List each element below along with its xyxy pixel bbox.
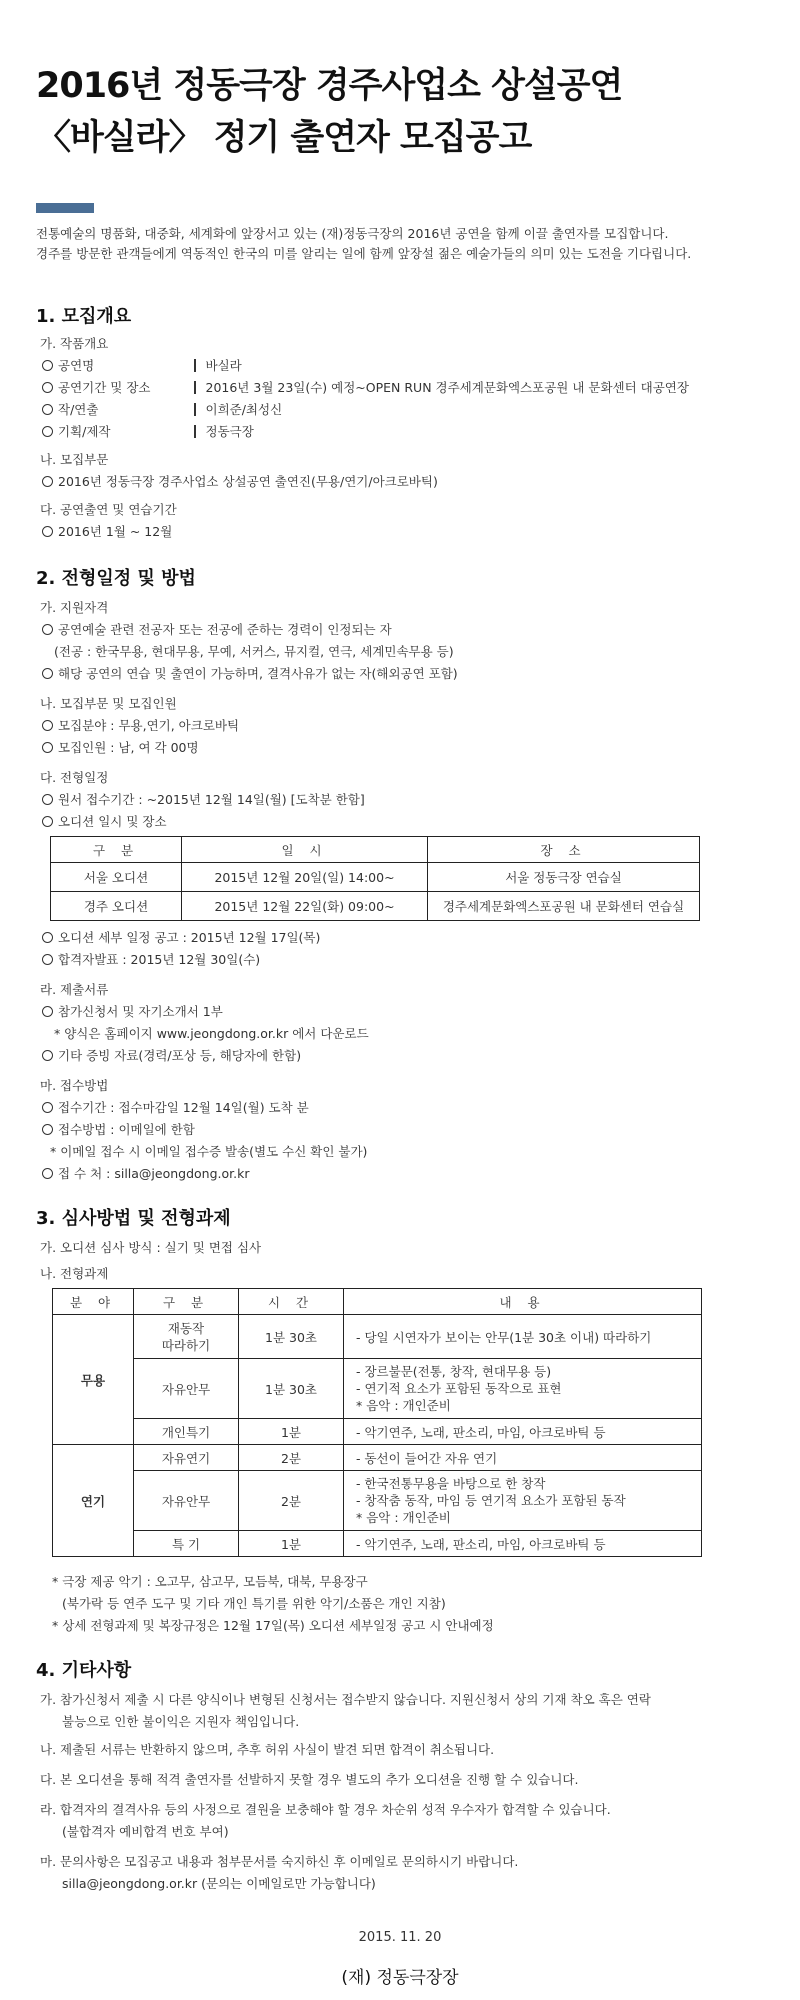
content-cell: - 악기연주, 노래, 판소리, 마임, 아크로바틱 등 [344,1419,702,1445]
table-row [53,1531,702,1557]
type-cell: 자유안무 [134,1359,239,1419]
s2-a-item-1: 공연예술 관련 전공자 또는 전공에 준하는 경력이 인정되는 자 [42,620,392,638]
s4-item-5-cont: silla@jeongdong.or.kr (문의는 이메일로만 가능합니다) [62,1876,376,1891]
table-row [51,863,700,892]
s3-note-1-sub: (북가락 등 연주 도구 및 기타 개인 특기를 위한 악기/소품은 개인 지참) [62,1596,446,1611]
table-header-cell: 시 간 [239,1289,344,1315]
table-row [53,1445,702,1471]
circle-bullet-icon [42,1102,53,1113]
separator-bar [194,425,196,438]
section-4-heading: 4. 기타사항 [36,1660,132,1681]
section-1-heading: 1. 모집개요 [36,306,132,327]
title-line-2: 〈바실라〉 정기 출연자 모집공고 [36,118,532,158]
type-cell: 자유안무 [134,1471,239,1531]
s2-c-item-4: 합격자발표 : 2015년 12월 30일(수) [42,950,260,968]
s2-b-item-2: 모집인원 : 남, 여 각 00명 [42,738,199,756]
time-cell: 1분 30초 [239,1315,344,1359]
section-3-heading: 3. 심사방법 및 전형과제 [36,1208,231,1229]
screening-task-table [52,1288,702,1557]
s3-a-label: 가. 오디션 심사 방식 : 실기 및 면접 심사 [40,1240,262,1255]
content-cell: - 당일 시연자가 보이는 안무(1분 30초 이내) 따라하기 [344,1315,702,1359]
s2-b-item-1: 모집분야 : 무용,연기, 아크로바틱 [42,716,239,734]
table-row [53,1359,702,1419]
field-cell-dance: 무용 [53,1315,134,1445]
circle-bullet-icon [42,794,53,805]
s2-e-item-3: 접 수 처 : silla@jeongdong.or.kr [42,1164,250,1182]
s4-item-5: 마. 문의사항은 모집공고 내용과 첨부문서를 숙지하신 후 이메일로 문의하시기 바랍니다. [40,1854,519,1869]
table-header-cell: 구 분 [51,837,182,863]
circle-bullet-icon [42,382,53,393]
table-cell: 서울 오디션 [51,863,182,892]
content-cell: - 한국전통무용을 바탕으로 한 창작 - 창작춤 동작, 마임 등 연기적 요소가 포함된 동작 * 음악 : 개인준비 [344,1471,702,1531]
s1-a-label: 가. 작품개요 [40,336,109,351]
overview-row-producer: 기획/제작 정동극장 [42,422,254,440]
circle-bullet-icon [42,932,53,943]
audition-schedule-table [50,836,700,921]
content-cell: - 악기연주, 노래, 판소리, 마임, 아크로바틱 등 [344,1531,702,1557]
time-cell: 2분 [239,1445,344,1471]
table-row [53,1419,702,1445]
content-cell: - 장르불문(전통, 창작, 현대무용 등) - 연기적 요소가 포함된 동작으로 표현 * 음악 : 개인준비 [344,1359,702,1419]
table-header-cell: 일 시 [182,837,428,863]
s4-item-4: 라. 합격자의 결격사유 등의 사정으로 결원을 보충해야 할 경우 차순위 성적 우수자가 합격할 수 있습니다. [40,1802,611,1817]
s4-item-1: 가. 참가신청서 제출 시 다른 양식이나 변형된 신청서는 접수받지 않습니다. 지원신청서 상의 기재 착오 혹은 연락 [40,1692,651,1707]
intro-line-2: 경주를 방문한 관객들에게 역동적인 한국의 미를 알리는 일에 함께 앞장설 젊은 예술가들의 의미 있는 도전을 기다립니다. [36,246,692,261]
s2-d-label: 라. 제출서류 [40,982,109,997]
section-2-heading: 2. 전형일정 및 방법 [36,568,196,589]
s2-a-item-2: 해당 공연의 연습 및 출연이 가능하며, 결격사유가 없는 자(해외공연 포함) [42,664,458,682]
s4-item-4-cont: (불합격자 예비합격 번호 부여) [62,1824,229,1839]
table-cell: 경주세계문화엑스포공원 내 문화센터 연습실 [428,892,700,921]
circle-bullet-icon [42,404,53,415]
table-header-cell: 장 소 [428,837,700,863]
s3-note-2: * 상세 전형과제 및 복장규정은 12월 17일(목) 오디션 세부일정 공고 시 안내예정 [52,1618,494,1633]
s1-b-label: 나. 모집부문 [40,452,109,467]
circle-bullet-icon [42,720,53,731]
s3-b-label: 나. 전형과제 [40,1266,109,1281]
type-cell: 개인특기 [134,1419,239,1445]
s1-b-item: 2016년 정동극장 경주사업소 상설공연 출연진(무용/연기/아크로바틱) [42,472,438,490]
table-header-cell: 분 야 [53,1289,134,1315]
intro-line-1: 전통예술의 명품화, 대중화, 세계화에 앞장서고 있는 (재)정동극장의 2016년 공연을 함께 이끌 출연자를 모집합니다. [36,226,669,241]
table-header-row [53,1289,702,1315]
separator-bar [194,359,196,372]
table-row [53,1471,702,1531]
s2-c-label: 다. 전형일정 [40,770,109,785]
separator-bar [194,403,196,416]
s2-a-label: 가. 지원자격 [40,600,109,615]
table-cell: 경주 오디션 [51,892,182,921]
s2-e-label: 마. 접수방법 [40,1078,109,1093]
s4-item-1-cont: 불능으로 인한 불이익은 지원자 책임입니다. [62,1714,300,1729]
type-cell: 자유연기 [134,1445,239,1471]
table-cell: 2015년 12월 20일(일) 14:00~ [182,863,428,892]
s4-item-3: 다. 본 오디션을 통해 적격 출연자를 선발하지 못할 경우 별도의 추가 오디션을 진행 할 수 있습니다. [40,1772,579,1787]
table-header-cell: 내 용 [344,1289,702,1315]
table-header-row [51,837,700,863]
page-title [36,60,622,164]
s2-c-item-3: 오디션 세부 일정 공고 : 2015년 12월 17일(목) [42,928,320,946]
overview-row-title: 공연명 바실라 [42,356,242,374]
accent-bar [36,203,94,213]
overview-row-director: 작/연출 이희준/최성신 [42,400,282,418]
s2-d-item-2: 기타 증빙 자료(경력/포상 등, 해당자에 한함) [42,1046,301,1064]
circle-bullet-icon [42,476,53,487]
circle-bullet-icon [42,954,53,965]
circle-bullet-icon [42,1124,53,1135]
s2-c-item-2: 오디션 일시 및 장소 [42,812,167,830]
s2-c-item-1: 원서 접수기간 : ~2015년 12월 14일(월) [도착분 한함] [42,790,365,808]
table-cell: 서울 정동극장 연습실 [428,863,700,892]
s4-item-2: 나. 제출된 서류는 반환하지 않으며, 추후 허위 사실이 발견 되면 합격이 취소됩니다. [40,1742,495,1757]
circle-bullet-icon [42,624,53,635]
circle-bullet-icon [42,526,53,537]
field-cell-acting: 연기 [53,1445,134,1557]
circle-bullet-icon [42,668,53,679]
table-header-cell: 구 분 [134,1289,239,1315]
circle-bullet-icon [42,742,53,753]
s2-e-item-1: 접수기간 : 접수마감일 12월 14일(월) 도착 분 [42,1098,309,1116]
time-cell: 1분 [239,1419,344,1445]
footer-date: 2015. 11. 20 [358,1930,442,1945]
separator-bar [194,381,196,394]
s1-c-item: 2016년 1월 ~ 12월 [42,522,172,540]
time-cell: 2분 [239,1471,344,1531]
table-row [51,892,700,921]
time-cell: 1분 [239,1531,344,1557]
s2-d-item-1-note: * 양식은 홈페이지 www.jeongdong.or.kr 에서 다운로드 [54,1026,369,1041]
type-cell: 재동작 따라하기 [134,1315,239,1359]
s1-c-label: 다. 공연출연 및 연습기간 [40,502,177,517]
time-cell: 1분 30초 [239,1359,344,1419]
s2-e-item-2: 접수방법 : 이메일에 한함 [42,1120,195,1138]
footer-organization: (재) 정동극장장 [341,1968,459,1988]
circle-bullet-icon [42,816,53,827]
overview-row-period: 공연기간 및 장소 2016년 3월 23일(수) 예정~OPEN RUN 경주세계문화엑스포공원 내 문화센터 대공연장 [42,378,689,396]
s2-d-item-1: 참가신청서 및 자기소개서 1부 [42,1002,223,1020]
circle-bullet-icon [42,1050,53,1061]
type-cell: 특 기 [134,1531,239,1557]
intro-paragraph [36,224,691,264]
title-line-1: 2016년 정동극장 경주사업소 상설공연 [36,66,623,106]
table-cell: 2015년 12월 22일(화) 09:00~ [182,892,428,921]
table-row [53,1315,702,1359]
circle-bullet-icon [42,360,53,371]
circle-bullet-icon [42,426,53,437]
s3-note-1: * 극장 제공 악기 : 오고무, 삼고무, 모듬북, 대북, 무용장구 [52,1574,368,1589]
s2-e-item-2-note: * 이메일 접수 시 이메일 접수증 발송(별도 수신 확인 불가) [50,1144,368,1159]
content-cell: - 동선이 들어간 자유 연기 [344,1445,702,1471]
circle-bullet-icon [42,1006,53,1017]
s2-b-label: 나. 모집부문 및 모집인원 [40,696,177,711]
s2-a-item-1-sub: (전공 : 한국무용, 현대무용, 무예, 서커스, 뮤지컬, 연극, 세계민속무용 등) [54,644,454,659]
circle-bullet-icon [42,1168,53,1179]
